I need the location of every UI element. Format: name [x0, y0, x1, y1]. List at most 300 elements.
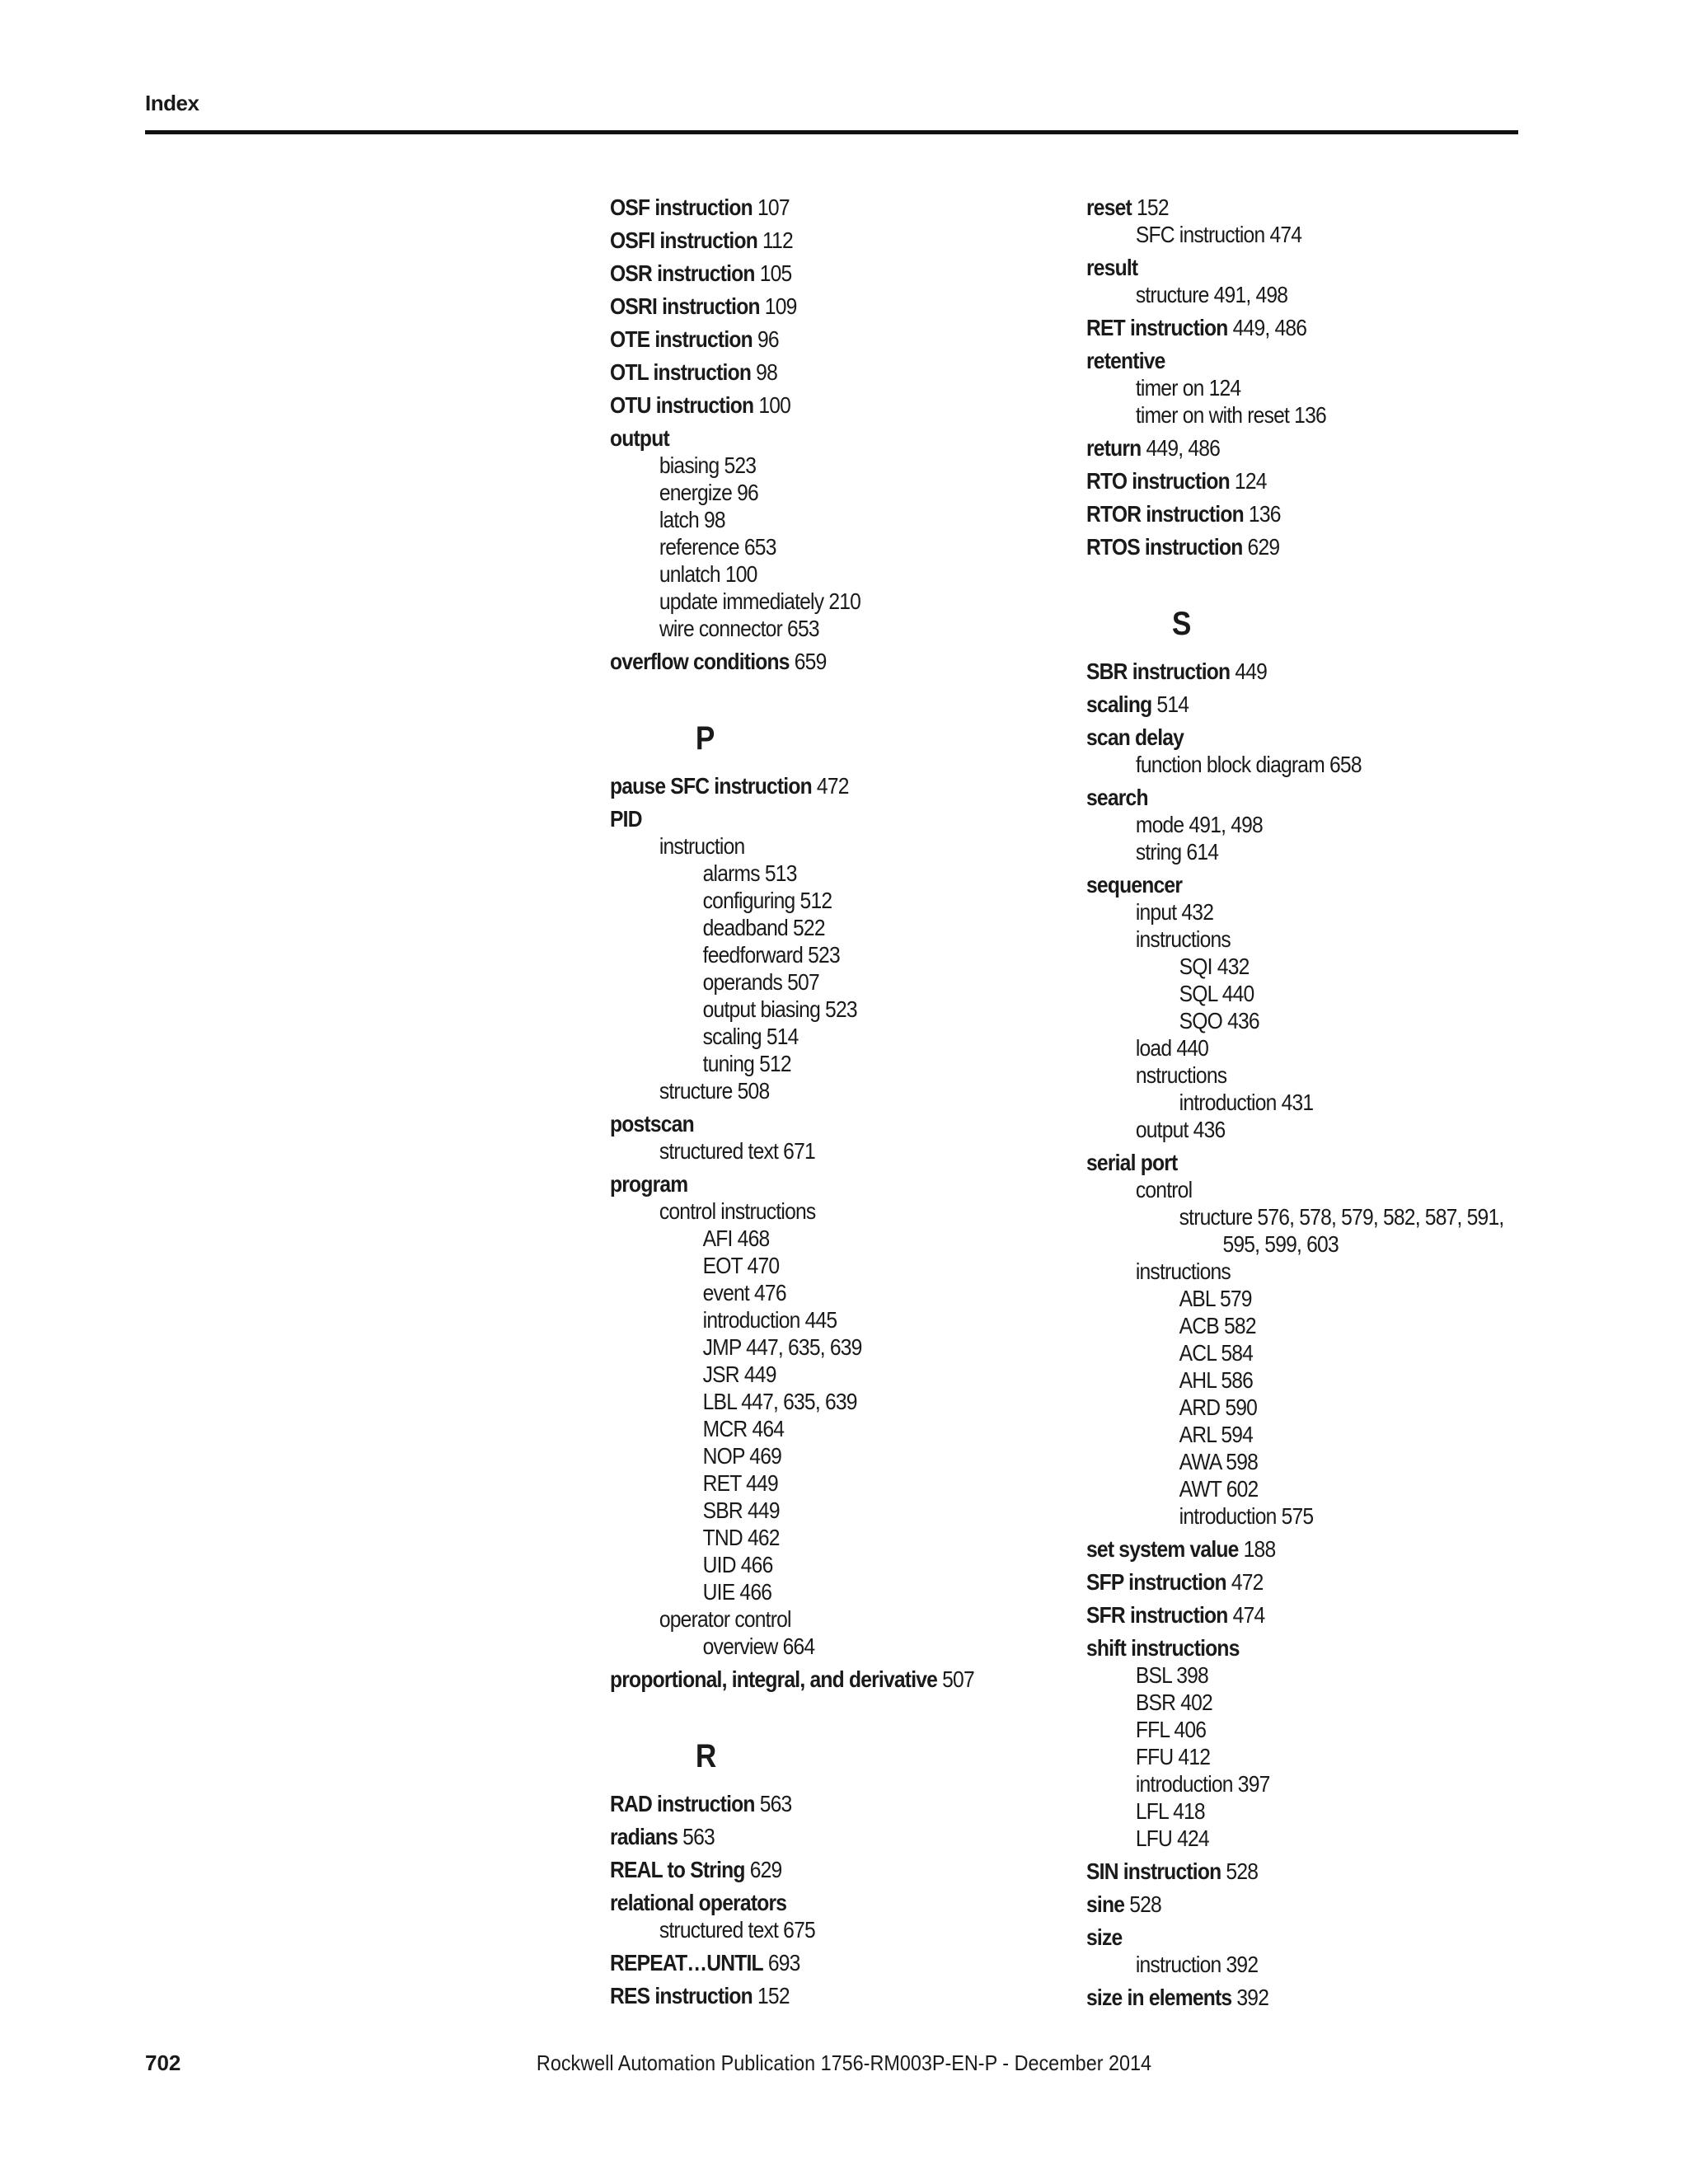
index-term: OSF instruction — [610, 194, 753, 220]
index-term: UID — [702, 1552, 736, 1577]
index-term: ARD — [1179, 1394, 1221, 1420]
index-entry — [610, 326, 1001, 353]
index-page-refs: 474 — [1269, 222, 1302, 247]
index-subentry — [1086, 1394, 1478, 1421]
index-term: nstructions — [1135, 1062, 1227, 1088]
index-term: set system value — [1086, 1536, 1239, 1562]
index-entry — [1086, 1535, 1478, 1563]
index-entry — [1086, 1568, 1478, 1596]
index-entry — [610, 293, 1001, 320]
index-subentry — [610, 914, 1001, 941]
index-page-refs: 523 — [724, 452, 757, 478]
index-term: RTO instruction — [1086, 468, 1230, 494]
index-entry — [610, 1666, 1001, 1693]
index-subentry — [610, 941, 1001, 968]
index-subentry — [1086, 1062, 1478, 1089]
index-term: reference — [659, 534, 739, 560]
index-page-refs: 449 — [743, 1361, 776, 1387]
index-term: control instructions — [659, 1198, 816, 1224]
index-page-refs: 563 — [682, 1824, 715, 1849]
index-term: introduction — [1179, 1503, 1277, 1529]
index-subentry — [1086, 1230, 1478, 1258]
index-page-refs: 523 — [808, 942, 840, 968]
index-page-refs: 514 — [766, 1024, 799, 1049]
index-page-refs: 406 — [1174, 1717, 1207, 1742]
index-page-refs: 664 — [782, 1633, 815, 1659]
index-subentry — [1086, 1258, 1478, 1285]
index-term: AHL — [1179, 1367, 1217, 1393]
index-page-refs: 671 — [783, 1138, 815, 1164]
index-entry — [1086, 467, 1478, 494]
index-page-refs: 100 — [758, 392, 791, 418]
index-term: REPEAT…UNTIL — [610, 1950, 763, 1975]
index-term: SFP instruction — [1086, 1569, 1226, 1595]
index-page-refs: 658 — [1329, 752, 1362, 777]
index-page-refs: 575 — [1281, 1503, 1314, 1529]
index-page-refs: 629 — [749, 1857, 782, 1882]
index-term: result — [1086, 255, 1138, 280]
index-term: radians — [610, 1824, 678, 1849]
index-page-refs: 98 — [704, 507, 725, 532]
index-term: TND — [702, 1525, 743, 1550]
index-page-refs: 107 — [757, 194, 790, 220]
index-term: alarms — [702, 860, 760, 886]
index-page-refs: 402 — [1180, 1690, 1212, 1715]
index-term: retentive — [1086, 348, 1165, 373]
index-term: introduction — [702, 1307, 800, 1333]
index-entry — [1086, 1924, 1478, 1951]
index-page-refs: 472 — [1231, 1569, 1264, 1595]
index-page-refs: 514 — [1156, 691, 1189, 717]
index-entry — [1086, 691, 1478, 718]
index-page-refs: 440 — [1176, 1035, 1209, 1061]
index-page-refs: 507 — [942, 1666, 974, 1692]
index-entry — [610, 359, 1001, 386]
index-term: AWT — [1179, 1476, 1221, 1502]
index-term: SIN instruction — [1086, 1858, 1221, 1884]
index-subentry — [1086, 1285, 1478, 1312]
index-term: AFI — [702, 1226, 733, 1251]
index-term: tuning — [702, 1051, 755, 1076]
index-term: BSR — [1135, 1690, 1176, 1715]
index-entry — [610, 1170, 1001, 1197]
index-term: overflow conditions — [610, 649, 790, 674]
index-subentry — [1086, 1770, 1478, 1797]
index-page-refs: 594 — [1221, 1422, 1254, 1447]
index-subentry — [1086, 1203, 1504, 1230]
index-term: return — [1086, 435, 1142, 461]
index-term: postscan — [610, 1111, 694, 1137]
index-page-refs: 431 — [1281, 1090, 1314, 1115]
index-subentry — [610, 1306, 1001, 1333]
index-entry — [610, 648, 1001, 675]
index-term: instructions — [1135, 926, 1231, 952]
index-term: size in elements — [1086, 1985, 1232, 2010]
index-page-refs: 474 — [1232, 1602, 1265, 1628]
index-term: RES instruction — [610, 1983, 753, 2008]
index-term: biasing — [659, 452, 720, 478]
index-term: LFU — [1135, 1825, 1173, 1851]
index-term: SFC instruction — [1135, 222, 1265, 247]
index-entry — [610, 1110, 1001, 1137]
index-entry — [610, 1823, 1001, 1850]
index-subentry — [610, 506, 1001, 533]
index-term: sine — [1086, 1891, 1125, 1917]
index-subentry — [1086, 1797, 1478, 1825]
index-term: energize — [659, 480, 733, 505]
index-page-refs: 584 — [1221, 1340, 1254, 1366]
footer-publication: Rockwell Automation Publication 1756-RM003P-EN-P - December 2014 — [536, 2050, 1152, 2075]
index-subentry — [610, 1497, 1001, 1524]
index-term: ACB — [1179, 1313, 1219, 1338]
index-page-refs: 392 — [1236, 1985, 1269, 2010]
index-entry — [610, 1982, 1001, 2009]
index-term: operator control — [659, 1606, 791, 1632]
index-term: RAD instruction — [610, 1791, 755, 1816]
index-entry — [1086, 1601, 1478, 1629]
index-subentry — [610, 1524, 1001, 1551]
index-page-refs: 112 — [762, 227, 793, 253]
index-entry — [610, 1790, 1001, 1817]
index-subentry — [1086, 751, 1478, 778]
index-subentry — [610, 1442, 1001, 1469]
index-subentry — [1086, 1825, 1478, 1852]
index-subentry — [1086, 1743, 1478, 1770]
index-page-refs: 576, 578, 579, 582, 587, 591, — [1257, 1204, 1504, 1230]
index-page-refs: 491, 498 — [1213, 282, 1288, 307]
index-term: structured text — [659, 1917, 779, 1943]
index-term: LBL — [702, 1389, 737, 1414]
index-term: instruction — [659, 833, 745, 859]
index-subentry — [1086, 221, 1478, 248]
index-entry — [1086, 1858, 1478, 1885]
index-letter-heading: P — [695, 720, 715, 757]
index-term: structure — [659, 1078, 733, 1104]
index-subentry — [1086, 401, 1478, 429]
index-page-refs: 96 — [757, 326, 779, 352]
index-term: timer on with reset — [1135, 402, 1290, 428]
index-term: wire connector — [659, 616, 782, 641]
index-subentry — [1086, 1716, 1478, 1743]
index-page-refs: 464 — [752, 1416, 785, 1441]
index-entry — [610, 1949, 1001, 1976]
index-subentry — [1086, 281, 1478, 308]
index-term: program — [610, 1171, 688, 1197]
index-page-refs: 512 — [799, 888, 832, 913]
index-term: OSRI instruction — [610, 293, 760, 319]
footer-page-number: 702 — [145, 2050, 181, 2075]
index-column-left — [610, 188, 1055, 2009]
index-term: introduction — [1135, 1771, 1233, 1797]
index-subentry — [610, 588, 1001, 615]
index-term: latch — [659, 507, 699, 532]
index-subentry — [610, 533, 1001, 560]
index-page-refs: 436 — [1227, 1008, 1259, 1033]
index-page-refs: 412 — [1178, 1744, 1211, 1769]
index-page-refs: 598 — [1226, 1449, 1259, 1474]
index-subentry — [1086, 1116, 1478, 1143]
index-term: NOP — [702, 1443, 745, 1469]
index-page-refs: 468 — [737, 1226, 770, 1251]
index-term: RTOR instruction — [1086, 501, 1244, 527]
index-subentry — [610, 1916, 1001, 1943]
index-term: AWA — [1179, 1449, 1221, 1474]
index-subentry — [1086, 1951, 1478, 1978]
index-term: FFL — [1135, 1717, 1170, 1742]
index-subentry — [1086, 838, 1478, 865]
index-page-refs: 469 — [749, 1443, 782, 1469]
index-page-refs: 462 — [747, 1525, 780, 1550]
index-entry — [610, 772, 1001, 799]
index-page-refs: 659 — [794, 649, 827, 674]
index-term: overview — [702, 1633, 778, 1659]
index-subentry — [610, 1361, 1001, 1388]
index-page-refs: 470 — [747, 1253, 780, 1278]
index-page-refs: 466 — [740, 1552, 773, 1577]
index-page-refs: 136 — [1248, 501, 1281, 527]
index-page-refs: 109 — [764, 293, 797, 319]
index-term: configuring — [702, 888, 795, 913]
index-page-refs: 602 — [1226, 1476, 1259, 1502]
index-subentry — [610, 968, 1001, 996]
index-term: OTU instruction — [610, 392, 754, 418]
index-page-refs: 436 — [1193, 1117, 1226, 1142]
index-page-refs: 472 — [816, 773, 849, 799]
index-entry — [610, 391, 1001, 419]
index-term: OTL instruction — [610, 359, 752, 385]
index-page-refs: 397 — [1237, 1771, 1270, 1797]
index-page-refs: 693 — [767, 1950, 800, 1975]
index-subentry — [610, 1197, 1001, 1225]
index-page-refs: 614 — [1186, 839, 1219, 865]
index-term: MCR — [702, 1416, 748, 1441]
index-subentry — [610, 479, 1001, 506]
index-page-refs: 432 — [1181, 899, 1214, 925]
index-entry — [610, 1889, 1001, 1916]
index-page-refs: 653 — [743, 534, 776, 560]
index-term: structure — [1179, 1204, 1253, 1230]
index-subentry — [1086, 1007, 1478, 1034]
index-term: OSFI instruction — [610, 227, 757, 253]
index-subentry — [1086, 1689, 1478, 1716]
index-term: function block diagram — [1135, 752, 1325, 777]
index-subentry — [610, 1137, 1001, 1165]
index-term: proportional, integral, and derivative — [610, 1666, 938, 1692]
index-subentry — [610, 1388, 1001, 1415]
index-subentry — [610, 1252, 1001, 1279]
index-page-refs: 675 — [783, 1917, 815, 1943]
index-subentry — [1086, 1339, 1478, 1366]
index-page-refs: 440 — [1221, 981, 1254, 1006]
index-term: introduction — [1179, 1090, 1277, 1115]
index-page-refs: 590 — [1225, 1394, 1258, 1420]
index-subentry — [610, 1415, 1001, 1442]
index-term: ARL — [1179, 1422, 1217, 1447]
index-term: JSR — [702, 1361, 739, 1387]
index-subentry — [610, 860, 1001, 887]
index-subentry — [1086, 811, 1478, 838]
index-page-refs: 512 — [759, 1051, 791, 1076]
index-subentry — [1086, 1421, 1478, 1448]
index-subentry — [610, 452, 1001, 479]
index-term: sequencer — [1086, 872, 1183, 898]
index-term: ACL — [1179, 1340, 1217, 1366]
index-entry — [610, 1856, 1001, 1883]
index-page-refs: 398 — [1176, 1662, 1208, 1688]
index-term: structure — [1135, 282, 1209, 307]
index-page-refs: 152 — [1137, 194, 1169, 220]
index-entry — [1086, 658, 1478, 685]
index-page-refs: 449 — [1235, 658, 1268, 684]
index-term: feedforward — [702, 942, 804, 968]
index-term: update immediately — [659, 588, 824, 614]
index-entry — [1086, 724, 1478, 751]
index-entry — [1086, 434, 1478, 462]
index-term: ABL — [1179, 1286, 1215, 1311]
index-entry — [1086, 194, 1478, 221]
index-page-refs: 523 — [825, 996, 857, 1022]
index-column-right — [1086, 188, 1531, 2011]
index-subentry — [610, 1469, 1001, 1497]
index-term: scaling — [1086, 691, 1152, 717]
index-subentry — [1086, 953, 1478, 980]
index-page-refs: 653 — [787, 616, 819, 641]
index-page-refs: 124 — [1208, 375, 1241, 401]
index-term: control — [1135, 1177, 1193, 1202]
index-subentry — [1086, 926, 1478, 953]
index-subentry — [610, 1633, 1001, 1660]
index-subentry — [1086, 1366, 1478, 1394]
index-term: reset — [1086, 194, 1132, 220]
index-page-refs: 188 — [1243, 1536, 1276, 1562]
index-page-refs: 466 — [739, 1579, 772, 1605]
index-subentry — [610, 832, 1001, 860]
index-subentry — [610, 1077, 1001, 1104]
index-page-refs: 447, 635, 639 — [746, 1334, 862, 1360]
index-letter-heading: R — [695, 1738, 717, 1774]
index-term: SQL — [1179, 981, 1217, 1006]
index-page-refs: 528 — [1129, 1891, 1161, 1917]
index-subentry — [1086, 1475, 1478, 1502]
index-entry — [1086, 1984, 1478, 2011]
index-term: load — [1135, 1035, 1172, 1061]
index-page-refs: 528 — [1226, 1858, 1259, 1884]
index-term: event — [702, 1280, 749, 1305]
index-term: timer on — [1135, 375, 1204, 401]
index-entry — [610, 227, 1001, 254]
index-term: size — [1086, 1924, 1123, 1950]
index-entry — [610, 424, 1001, 452]
index-subentry — [1086, 1176, 1478, 1203]
index-page-refs: 124 — [1234, 468, 1267, 494]
index-term: output biasing — [702, 996, 820, 1022]
index-subentry — [1086, 1034, 1478, 1062]
index-page-refs: 507 — [787, 969, 819, 995]
index-entry — [1086, 871, 1478, 898]
index-term: structured text — [659, 1138, 779, 1164]
index-page-refs: 582 — [1223, 1313, 1256, 1338]
index-entry — [1086, 1149, 1478, 1176]
index-subentry — [610, 1050, 1001, 1077]
index-term: SFR instruction — [1086, 1602, 1228, 1628]
index-subentry — [610, 1023, 1001, 1050]
index-term: output — [610, 425, 669, 451]
index-term: relational operators — [610, 1890, 787, 1915]
index-page-refs: 563 — [759, 1791, 792, 1816]
index-term: BSL — [1135, 1662, 1172, 1688]
index-term: input — [1135, 899, 1177, 925]
index-subentry — [610, 1578, 1001, 1605]
index-term: deadband — [702, 915, 788, 940]
index-page-refs: 136 — [1294, 402, 1326, 428]
index-page-refs: 513 — [764, 860, 797, 886]
index-page-refs: 476 — [754, 1280, 786, 1305]
index-term: search — [1086, 785, 1148, 810]
index-term: FFU — [1135, 1744, 1174, 1769]
index-term: SBR instruction — [1086, 658, 1231, 684]
index-subentry — [1086, 374, 1478, 401]
index-entry — [610, 260, 1001, 287]
index-subentry — [1086, 1089, 1478, 1116]
index-entry — [610, 805, 1001, 832]
index-subentry — [1086, 898, 1478, 926]
index-term: RTOS instruction — [1086, 534, 1243, 560]
index-term: mode — [1135, 812, 1184, 837]
index-entry — [1086, 254, 1478, 281]
index-entry — [1086, 533, 1478, 560]
index-letter-heading: S — [1171, 606, 1192, 642]
index-subentry — [610, 560, 1001, 588]
index-page-refs: 508 — [737, 1078, 770, 1104]
index-page-refs: 98 — [756, 359, 778, 385]
index-subentry — [610, 887, 1001, 914]
index-term: shift instructions — [1086, 1635, 1240, 1661]
index-subentry — [610, 615, 1001, 642]
index-entry — [1086, 1891, 1478, 1918]
header-divider — [145, 130, 1518, 134]
index-page-refs: 445 — [804, 1307, 837, 1333]
index-term: string — [1135, 839, 1182, 865]
index-term: OSR instruction — [610, 260, 755, 286]
index-entry — [1086, 784, 1478, 811]
index-page-refs: 424 — [1177, 1825, 1209, 1851]
index-term: RET instruction — [1086, 315, 1228, 340]
index-page-refs: 449, 486 — [1146, 435, 1221, 461]
index-subentry — [610, 1333, 1001, 1361]
index-subentry — [1086, 980, 1478, 1007]
index-page-refs: 418 — [1173, 1798, 1205, 1824]
index-term: SBR — [702, 1497, 743, 1523]
index-entry — [1086, 1634, 1478, 1661]
index-term: LFL — [1135, 1798, 1169, 1824]
index-term: operands — [702, 969, 783, 995]
index-term: scaling — [702, 1024, 762, 1049]
index-page-refs: 579 — [1219, 1286, 1252, 1311]
page-header-title: Index — [145, 91, 199, 115]
index-subentry — [610, 1551, 1001, 1578]
index-term: REAL to String — [610, 1857, 745, 1882]
index-subentry — [1086, 1661, 1478, 1689]
index-subentry — [1086, 1312, 1478, 1339]
index-term: SQO — [1179, 1008, 1223, 1033]
index-term: output — [1135, 1117, 1189, 1142]
index-term: PID — [610, 806, 642, 832]
index-subentry — [610, 1225, 1001, 1252]
index-page-refs: 586 — [1221, 1367, 1254, 1393]
index-page-refs: 96 — [737, 480, 758, 505]
index-term: serial port — [1086, 1150, 1178, 1175]
index-term: EOT — [702, 1253, 743, 1278]
